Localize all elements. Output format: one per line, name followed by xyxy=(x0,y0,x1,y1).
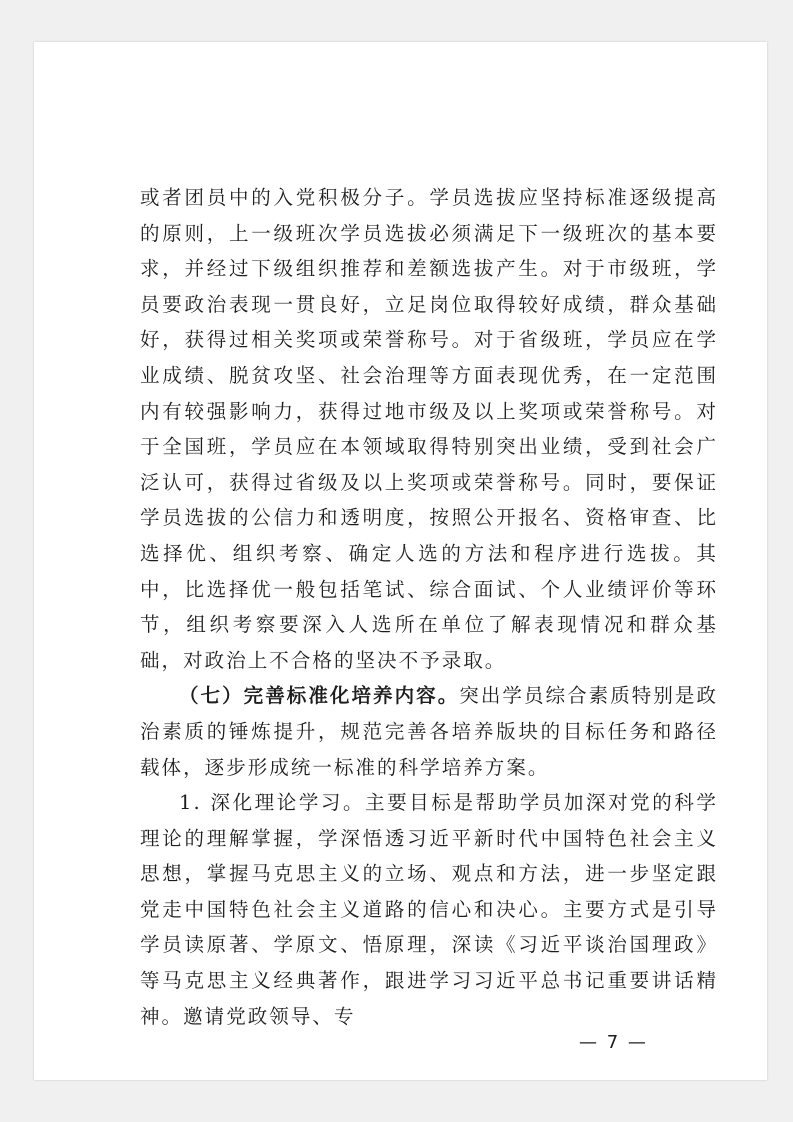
paragraph-text: 或者团员中的入党积极分子。学员选拔应坚持标准逐级提高的原则，上一级班次学员选拔必须满足下一级班次的基本要求，并经过下级组织推荐和差额选拔产生。对于市级班，学员要政治表现一贯良好，立足岗位取得较好成绩，群众基础好，获得过相关奖项或荣誉称号。对于省级班，学员应在学业成绩、脱贫攻坚、社会治理等方面表现优秀，在一定范围内有较强影响力，获得过地市级及以上奖项或荣誉称号。对于全国班，学员应在本领域取得特别突出业绩，受到社会广泛认可，获得过省级及以上奖项或荣誉称号。同时，要保证学员选拔的公信力和透明度，按照公开报名、资格审查、比选择优、组织考察、确定人选的方法和程序进行选拔。其中，比选择优一般包括笔试、综合面试、个人业绩评价等环节，组织考察要深入人选所在单位了解表现情况和群众基础，对政治上不合格的坚决不予录取。 xyxy=(140,186,718,672)
paragraph-text: 主要目标是帮助学员加深对党的科学理论的理解掌握，学深悟透习近平新时代中国特色社会主义思想，掌握马克思主义的立场、观点和方法，进一步坚定跟党走中国特色社会主义道路的信心和决心。主要方式是引导学员读原著、学原文、悟原理，深读《习近平谈治国理政》等马克思主义经典著作，跟进学习习近平总书记重要讲话精神。邀请党政领导、专 xyxy=(140,791,718,1028)
page-number: — 7 — xyxy=(579,1032,648,1053)
paragraph-theory-study xyxy=(140,785,718,1034)
paragraph-section-seven xyxy=(140,678,718,785)
document-page xyxy=(34,42,767,1080)
paragraph-text: 突出学员综合素质特别是政治素质的锤炼提升，规范完善各培养版块的目标任务和路径载体，逐步形成统一标准的科学培养方案。 xyxy=(140,684,718,779)
paragraph-student-selection xyxy=(140,180,718,678)
section-heading: （七）完善标准化培养内容。 xyxy=(179,684,460,708)
page-body xyxy=(140,180,718,1034)
subsection-heading: 1. 深化理论学习。 xyxy=(179,791,366,815)
